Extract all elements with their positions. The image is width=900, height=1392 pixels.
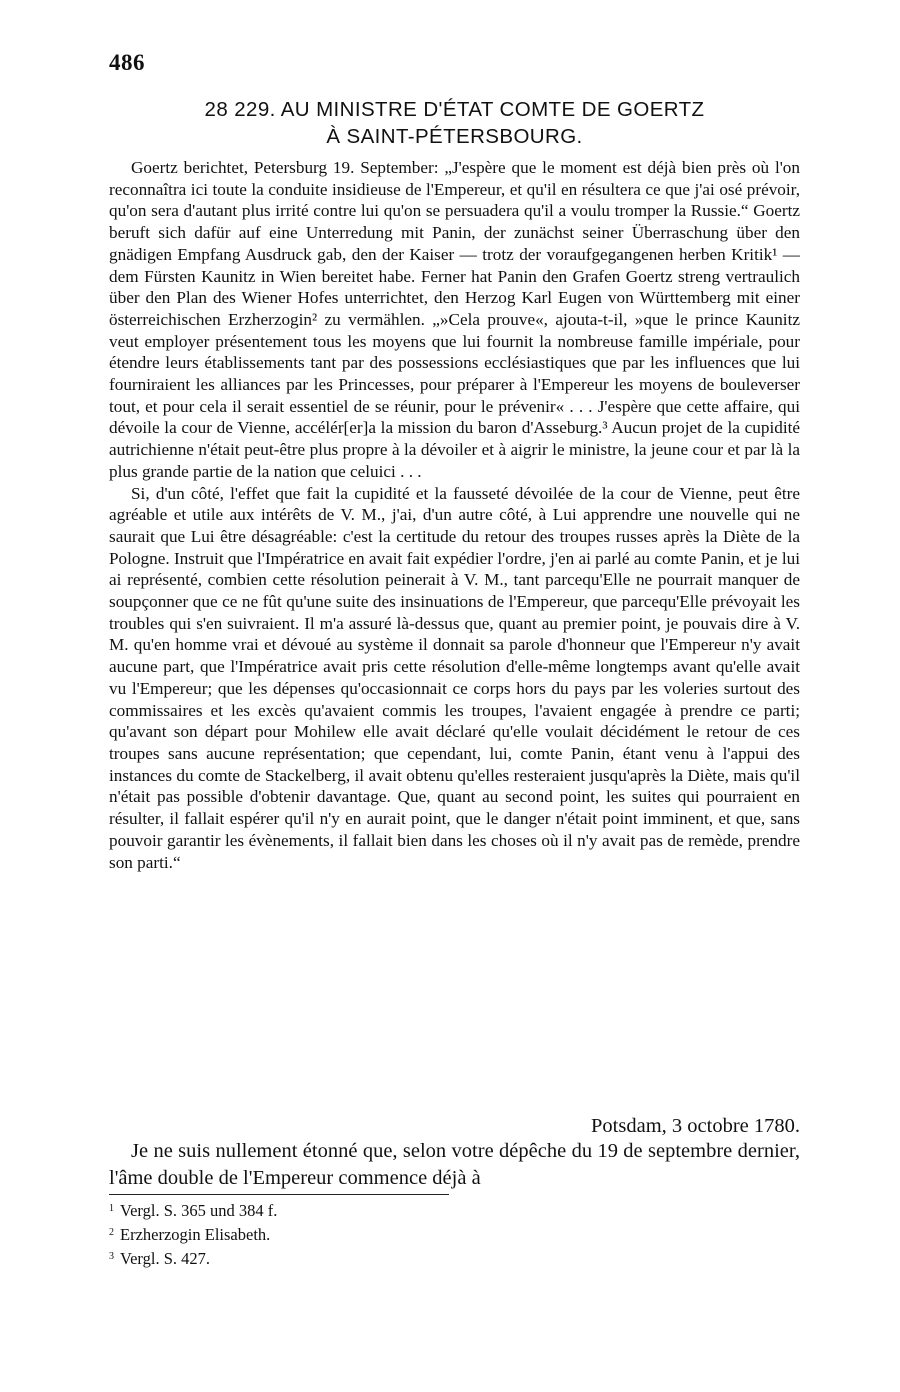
page-number: 486 xyxy=(109,50,145,75)
footnote xyxy=(109,1198,800,1222)
footnotes xyxy=(109,1198,800,1270)
heading-line-1: 28 229. AU MINISTRE D'ÉTAT COMTE DE GOERTZ xyxy=(204,98,705,121)
dateline-text: Potsdam, 3 octobre 1780. xyxy=(591,1115,800,1137)
footnote xyxy=(109,1246,800,1270)
report-paragraph: Si, d'un côté, l'effet que fait la cupidité et la fausseté dévoilée de la cour de Vienne, peut être agréable et utile aux intérêts de V. M., j'ai, d'un autre côté, à Lui apprendre une nouvelle qui ne saurait que Lui être désagréable: c'est la certitude du retour des troupes russes après la Diète de la Pologne. Instruit que l'Impératrice en avait fait expédier l'ordre, j'en ai parlé au comte Panin, et je lui ai représenté, combien cette résolution peinerait à V. M., tant parcequ'Elle ne pourrait manquer de soupçonner que ce ne fût qu'une suite des insinuations de l'Empereur, que parcequ'Elle prévoyait les troubles qui s'en suivraient. Il m'a assuré là-dessus que, quant au premier point, je pouvais dire à V. M. qu'en homme vrai et dévoué au système il donnait sa parole d'honneur que l'Empereur n'y avait aucune part, que l'Impératrice avait pris cette résolution d'elle-même longtemps avant qu'elle avait vu l'Empereur; que les dépenses qu'occasionnait ce corps hors du pays par les voleries surtout des commissaires et les excès qu'avaient commis les troupes, l'avaient engagée à prendre ce parti; qu'avant son départ pour Mohilew elle avait déclaré qu'elle voulait décidément le retour de ces troupes sans aucune représentation; que cependant, lui, comte Panin, étant venu à l'appui des instances du comte de Stackelberg, il avait obtenu qu'elles resteraient jusqu'après la Diète, mais qu'il n'était pas possible d'obtenir davantage. Que, quant au second point, les suites qui pourraient en résulter, il fallait espérer qu'il n'y en aurait point, que le danger n'était point imminent, et que, sans pouvoir garantir les évènements, il fallait bien dans les choses où il n'y avait pas de remède, prendre son parti.“ xyxy=(109,483,800,872)
footnote-mark: 1 xyxy=(109,1203,114,1214)
report-paragraph: Goertz berichtet, Petersburg 19. September: „J'espère que le moment est déjà bien près où l'on reconnaîtra ici toute la conduite insidieuse de l'Empereur, et qu'il en résultera ce que j'ai osé prévoir, qu'on sera d'autant plus irrité contre lui qu'on se persuadera qu'il a voulu tromper la Russie.“ Goertz beruft sich dafür auf eine Unterredung mit Panin, der zunächst seiner Überraschung über den gnädigen Empfang Ausdruck gab, den der Kaiser — trotz der voraufgegangenen herben Kritik¹ — dem Fürsten Kaunitz in Wien bereitet habe. Ferner hat Panin den Grafen Goertz streng vertraulich über den Plan des Wiener Hofes unterrichtet, den Herzog Karl Eugen von Württemberg mit einer österreichischen Erzherzogin² zu vermählen. „»Cela prouve«, ajouta-t-il, »que le prince Kaunitz veut employer présentement tous les moyens que lui fournit la nombreuse famille impériale, pour étendre leurs établissements tant par des possessions ecclésiastiques que par les influences que lui fourniraient les alliances par les Princesses, pour préparer à l'Empereur les moyens de bouleverser tout, et pour cela il serait essentiel de se réunir, pour le prévenir« . . . J'espère que cette affaire, qui dévoile la cour de Vienne, accélér[er]a la mission du baron d'Asseburg.³ Aucun projet de la cupidité autrichienne n'était peut-être plus propre à la dévoiler et à aigrir le ministre, la jeune cour et par là la plus grande partie de la nation que celuici . . . xyxy=(109,158,800,481)
document-heading xyxy=(109,96,800,150)
footnote-mark: 2 xyxy=(109,1227,114,1238)
report-summary xyxy=(109,157,800,873)
footnote-text: Vergl. S. 365 und 384 f. xyxy=(120,1201,278,1220)
letter-paragraph: Je ne suis nullement étonné que, selon votre dépêche du 19 de septembre dernier, l'âme double de l'Empereur commence déjà à xyxy=(109,1140,800,1189)
heading-line-2: À SAINT-PÉTERSBOURG. xyxy=(326,125,583,148)
footnote-text: Erzherzogin Elisabeth. xyxy=(120,1225,271,1244)
footnote xyxy=(109,1222,800,1246)
letter-dateline xyxy=(109,1113,800,1139)
footnote-text: Vergl. S. 427. xyxy=(120,1249,210,1268)
letter-body xyxy=(109,1138,800,1192)
footnote-mark: 3 xyxy=(109,1251,114,1262)
footnote-divider xyxy=(109,1194,449,1195)
